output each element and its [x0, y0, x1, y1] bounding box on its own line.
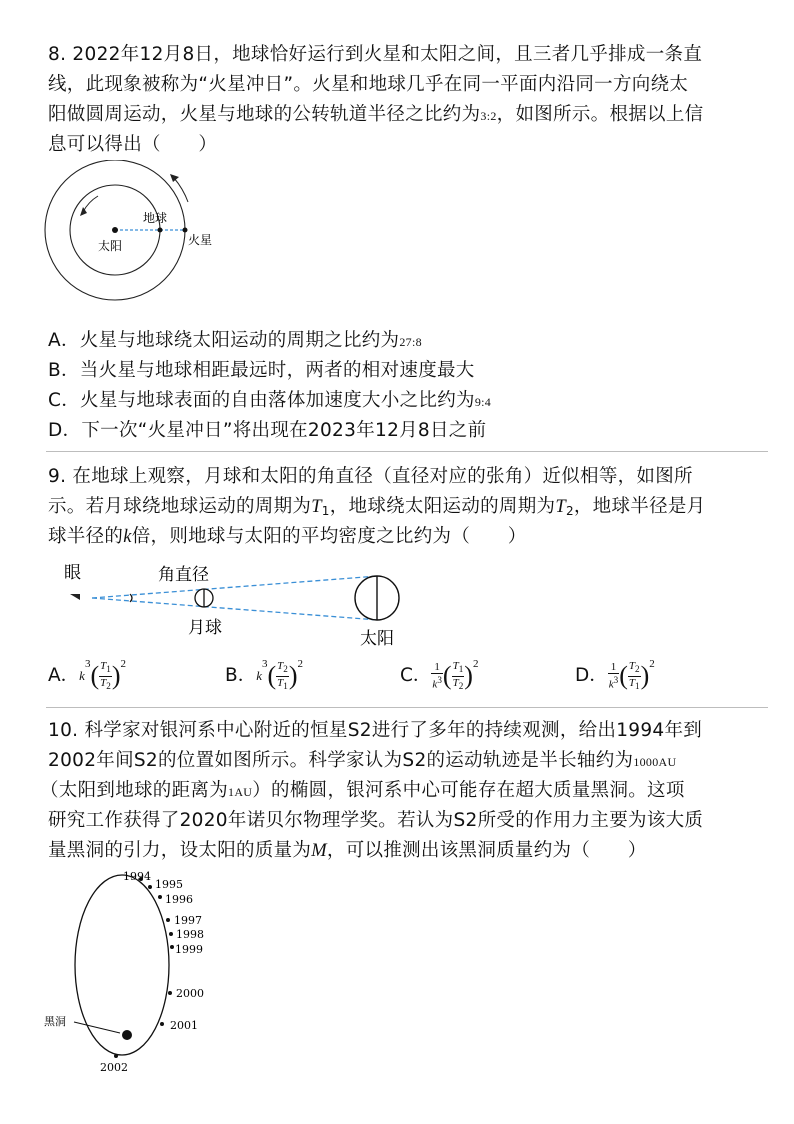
q8-option-c	[48, 386, 491, 412]
var-M: M	[311, 841, 327, 861]
q8-ratio: 3:2	[480, 109, 497, 123]
option-letter: A．	[48, 665, 80, 686]
mars-dot	[183, 228, 188, 233]
var-T2: T	[555, 497, 566, 517]
sun-label: 太阳	[98, 239, 123, 253]
divider	[46, 707, 768, 708]
year-label-1994: 1994	[123, 870, 151, 883]
q10-text: 量黑洞的引力，设太阳的质量为	[48, 840, 312, 861]
q9-line-2	[48, 492, 705, 518]
q9-option-d: D． $\frac{1}{k^3}$ ( $\frac{T_2}{T_1}$ )$^2$	[575, 658, 655, 691]
sun-dot	[112, 227, 118, 233]
black-hole-pointer	[74, 1022, 120, 1033]
year-label-1995: 1995	[155, 878, 183, 891]
q9-option-c: C． $\frac{1}{k^3}$ ( $\frac{T_1}{T_2}$ )$^2$	[400, 658, 479, 691]
q10-line-1: 10. 科学家对银河系中心附近的恒星S2进行了多年的持续观测，给出1994年到	[48, 720, 703, 741]
angle-arc	[130, 594, 132, 602]
q10-s2-orbit-diagram	[40, 865, 240, 1080]
option-text: C．火星与地球表面的自由落体加速度大小之比约为	[48, 390, 475, 411]
q9-option-a: A．$k^3$( $\frac{T_1}{T_2}$ )$^2$	[48, 658, 126, 691]
option-value: 27:8	[399, 335, 422, 349]
var-T1-sub: 1	[321, 504, 330, 518]
q10-line-3	[40, 776, 685, 802]
q9-angular-diameter-diagram	[60, 560, 420, 650]
q10-au-value: 1AU	[228, 785, 253, 799]
option-letter: C．	[400, 665, 432, 686]
sight-line-top	[92, 576, 378, 598]
q10-line-2	[48, 746, 676, 772]
q9-line-1: 9. 在地球上观察，月球和太阳的角直径（直径对应的张角）近似相等，如图所	[48, 466, 693, 487]
var-T1: T	[311, 497, 322, 517]
q8-line-4: 息可以得出（ ）	[48, 134, 218, 155]
year-label-1997: 1997	[174, 914, 202, 927]
q9-text: ，地球绕太阳运动的周期为	[329, 496, 556, 517]
q8-text: ，如图所示。根据以上信	[496, 104, 704, 125]
q8-option-a	[48, 326, 422, 352]
sight-line-bottom	[92, 598, 378, 620]
year-point-1999	[170, 945, 174, 949]
year-point-2002	[114, 1054, 118, 1058]
q8-option-b	[48, 356, 475, 382]
option-text: A．火星与地球绕太阳运动的周期之比约为	[48, 330, 400, 351]
var-T2-sub: 2	[565, 504, 574, 518]
q9-text: 球半径的	[48, 526, 124, 547]
q10-text: （太阳到地球的距离为	[40, 780, 229, 801]
q9-text: ，地球半径是月	[573, 496, 706, 517]
q9-text: 倍，则地球与太阳的平均密度之比约为（ ）	[131, 526, 527, 547]
year-point-2000	[168, 991, 172, 995]
mars-direction-arrow	[174, 178, 188, 202]
option-letter: D．	[575, 665, 608, 686]
q8-line-2: 线，此现象被称为“火星冲日”。火星和地球几乎在同一平面内沿同一方向绕太	[48, 74, 689, 95]
year-label-1998: 1998	[176, 928, 204, 941]
q10-text: 2002年间S2的位置如图所示。科学家认为S2的运动轨迹是半长轴约为	[48, 750, 634, 771]
option-letter: B．	[225, 665, 257, 686]
earth-dot	[158, 228, 163, 233]
q8-orbit-diagram	[40, 160, 230, 310]
earth-direction-arrow	[83, 196, 98, 212]
q9-text: 示。若月球绕地球运动的周期为	[48, 496, 312, 517]
option-value: 9:4	[474, 395, 492, 409]
q8-line-1: 8. 2022年12月8日，地球恰好运行到火星和太阳之间，且三者几乎排成一条直	[48, 44, 703, 65]
year-label-2001: 2001	[170, 1019, 198, 1032]
q9-option-b: B．$k^3$( $\frac{T_2}{T_1}$ )$^2$	[225, 658, 304, 691]
q8-text: 阳做圆周运动，火星与地球的公转轨道半径之比约为	[48, 104, 481, 125]
arrow-head-icon	[80, 207, 87, 216]
eye-icon	[70, 594, 80, 600]
year-point-1998	[169, 932, 173, 936]
option-text: D．下一次“火星冲日”将出现在2023年12月8日之前	[48, 420, 487, 441]
divider	[46, 451, 768, 452]
q10-axis-value: 1000AU	[633, 755, 677, 769]
option-text: B．当火星与地球相距最远时，两者的相对速度最大	[48, 360, 475, 381]
q8-option-d	[48, 416, 486, 442]
q8-line-3	[48, 100, 703, 126]
mars-label: 火星	[188, 233, 213, 247]
arrow-head-icon	[170, 174, 179, 182]
year-point-2001	[160, 1022, 164, 1026]
var-k: k	[123, 527, 132, 547]
year-point-1996	[158, 895, 162, 899]
year-point-1995	[148, 885, 152, 889]
year-label-1999: 1999	[175, 943, 203, 956]
s2-orbit	[75, 875, 169, 1055]
moon-label: 月球	[188, 618, 222, 638]
q9-line-3	[48, 522, 527, 548]
year-label-1996: 1996	[165, 893, 193, 906]
black-hole-dot	[122, 1030, 132, 1040]
black-hole-label: 黑洞	[44, 1015, 66, 1028]
sun-label: 太阳	[360, 629, 394, 649]
year-label-2000: 2000	[176, 987, 204, 1000]
q10-text: ，可以推测出该黑洞质量约为（ ）	[326, 840, 647, 861]
q10-line-4: 研究工作获得了2020年诺贝尔物理学奖。若认为S2所受的作用力主要为该大质	[48, 810, 704, 831]
eye-label: 眼	[64, 563, 81, 583]
angular-diameter-label: 角直径	[158, 565, 209, 585]
year-point-1997	[166, 918, 170, 922]
year-label-2002: 2002	[100, 1061, 128, 1074]
q10-line-5	[48, 836, 647, 862]
q10-text: ）的椭圆，银河系中心可能存在超大质量黑洞。这项	[252, 780, 685, 801]
earth-label: 地球	[143, 211, 168, 225]
